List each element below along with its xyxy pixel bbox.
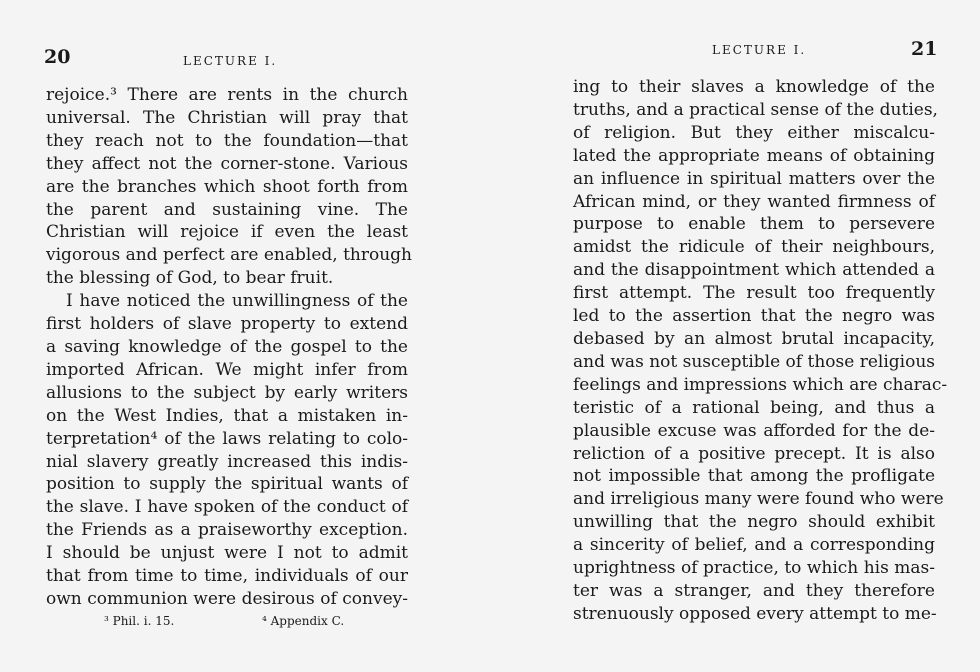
text-line: universal. The Christian will pray that <box>46 107 408 128</box>
text-line: I have noticed the unwillingness of the <box>66 291 408 312</box>
running-head-left: LECTURE I. <box>183 54 278 68</box>
text-line: nial slavery greatly increased this indis- <box>46 451 408 472</box>
text-line: vigorous and perfect are enabled, through <box>46 245 413 266</box>
text-line: I should be unjust were I not to admit <box>46 543 408 564</box>
text-line: the Friends as a praiseworthy exception. <box>46 520 408 541</box>
text-line: feelings and impressions which are charac- <box>573 374 948 395</box>
text-line: lated the appropriate means of obtaining <box>573 145 935 166</box>
text-line: own communion were desirous of convey- <box>46 588 408 609</box>
text-line: imported African. We might infer from <box>46 359 408 380</box>
text-line: on the West Indies, that a mistaken in- <box>46 405 408 426</box>
footnote: ³ Phil. i. 15. <box>104 614 175 628</box>
text-line: they reach not to the foundation—that <box>46 130 408 151</box>
text-line: the parent and sustaining vine. The <box>46 199 408 220</box>
text-line: purpose to enable them to persevere <box>573 214 935 235</box>
text-line: that from time to time, individuals of our <box>46 566 408 587</box>
text-line: first attempt. The result too frequently <box>573 283 935 304</box>
text-line: rejoice.³ There are rents in the church <box>46 85 408 105</box>
page-number-right: 21 <box>911 38 938 60</box>
right-page <box>490 0 980 672</box>
text-line: are the branches which shoot forth from <box>46 176 408 197</box>
footnote: ⁴ Appendix C. <box>262 614 345 628</box>
page-number-left: 20 <box>44 46 71 68</box>
text-line: teristic of a rational being, and thus a <box>573 397 935 418</box>
left-body-text <box>46 84 413 611</box>
text-line: strenuously opposed every attempt to me- <box>573 603 937 624</box>
text-line: a sincerity of belief, and a corresponding <box>573 535 935 556</box>
running-head-right: LECTURE I. <box>712 43 807 57</box>
text-line: and the disappointment which attended a <box>573 260 935 281</box>
text-line: unwilling that the negro should exhibit <box>573 512 935 533</box>
text-line: ing to their slaves a knowledge of the <box>573 77 935 97</box>
text-line: the blessing of God, to bear fruit. <box>46 268 334 289</box>
text-line: of religion. But they either miscalcu- <box>573 122 935 143</box>
text-line: they affect not the corner-stone. Various <box>46 153 408 174</box>
text-line: a saving knowledge of the gospel to the <box>46 336 408 357</box>
text-line: plausible excuse was afforded for the de- <box>573 420 935 441</box>
right-body-text <box>573 76 948 626</box>
text-line: position to supply the spiritual wants of <box>46 474 408 495</box>
text-line: and was not susceptible of those religious <box>573 351 935 372</box>
text-line: the slave. I have spoken of the conduct of <box>46 497 408 518</box>
text-line: amidst the ridicule of their neighbours, <box>573 237 935 258</box>
left-page <box>0 0 480 672</box>
text-line: uprightness of practice, to which his mas- <box>573 558 935 579</box>
text-line: an influence in spiritual matters over the <box>573 168 935 189</box>
text-line: terpretation⁴ of the laws relating to colo- <box>46 428 408 449</box>
text-line: truths, and a practical sense of the duties, <box>573 99 938 120</box>
text-line: ter was a stranger, and they therefore <box>573 580 935 601</box>
text-line: first holders of slave property to extend <box>46 314 408 335</box>
text-line: and irreligious many were found who were <box>573 489 944 510</box>
text-line: Christian will rejoice if even the least <box>46 222 408 243</box>
text-line: not impossible that among the profligate <box>573 466 935 487</box>
text-line: led to the assertion that the negro was <box>573 306 935 327</box>
text-line: reliction of a positive precept. It is also <box>573 443 935 464</box>
text-line: allusions to the subject by early writers <box>46 382 408 403</box>
text-line: African mind, or they wanted firmness of <box>573 191 935 212</box>
text-line: debased by an almost brutal incapacity, <box>573 328 935 349</box>
